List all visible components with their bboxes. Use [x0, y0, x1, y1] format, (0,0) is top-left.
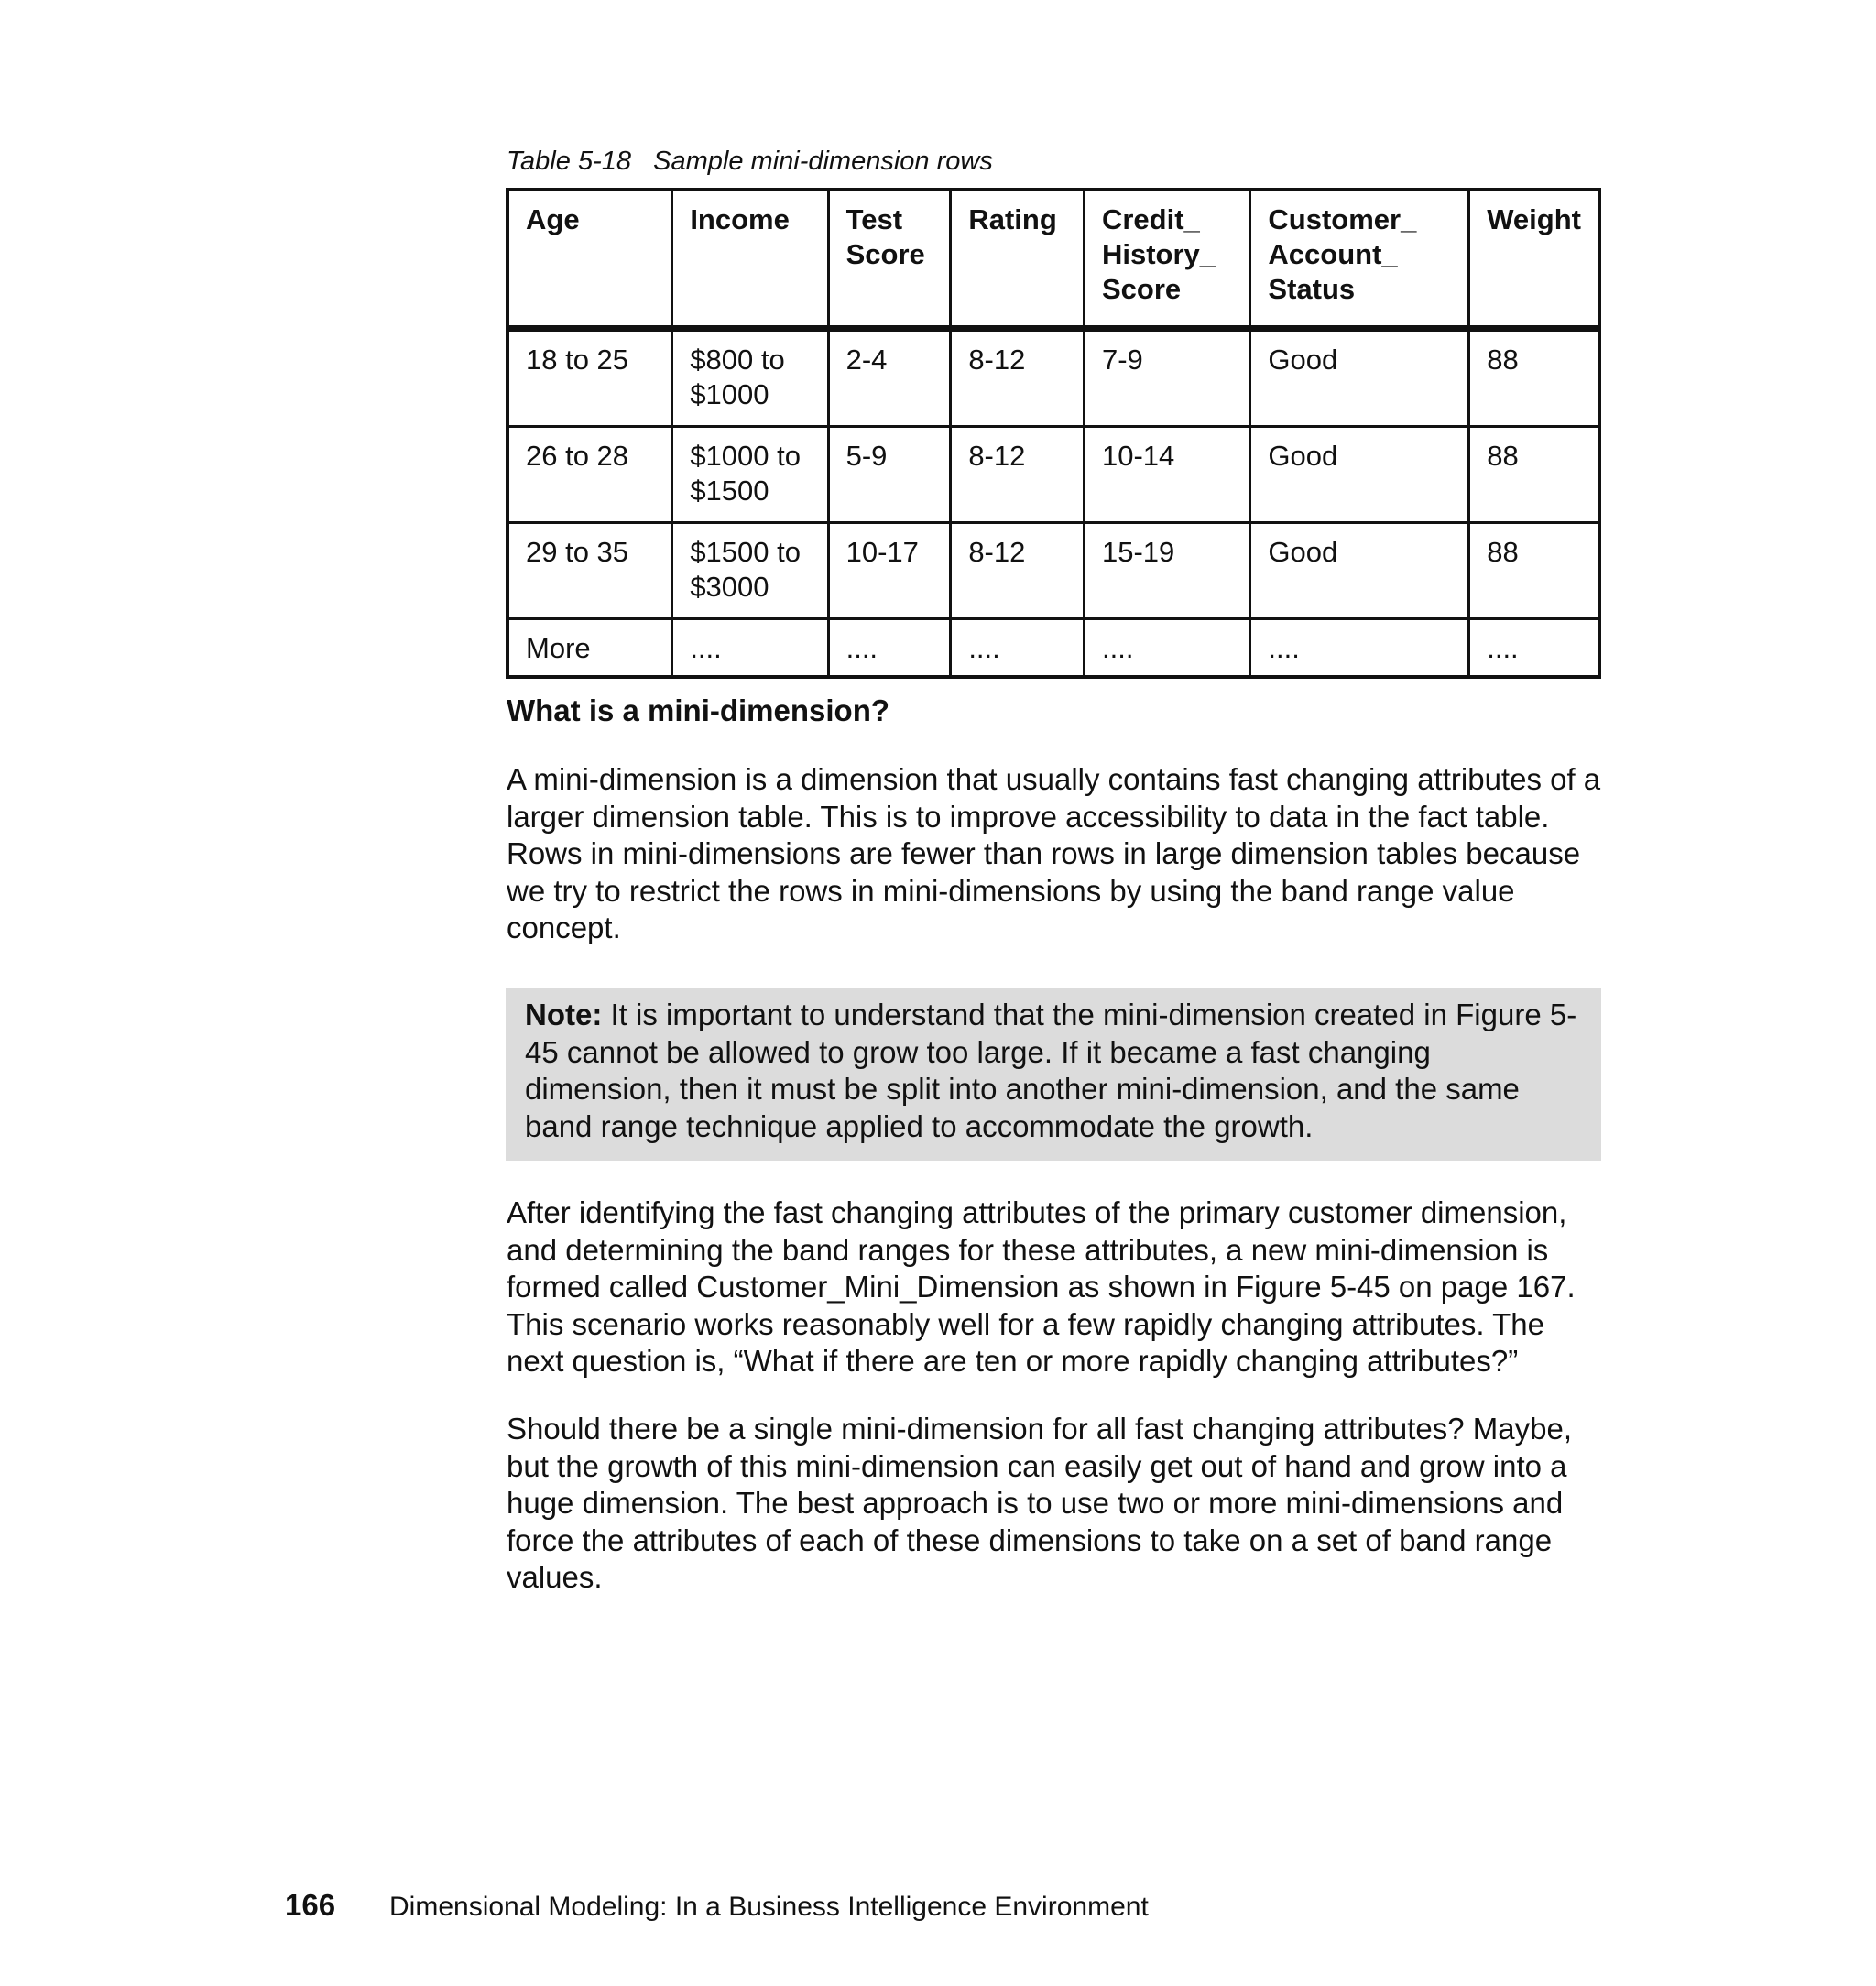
table-cell: Good	[1250, 427, 1469, 523]
column-header-test-score: Test Score	[828, 190, 951, 329]
table-cell: More	[507, 619, 672, 678]
table-cell: ....	[672, 619, 828, 678]
column-header-rating: Rating	[951, 190, 1085, 329]
table-cell: Good	[1250, 523, 1469, 619]
table-cell: 29 to 35	[507, 523, 672, 619]
table-cell: 8-12	[951, 329, 1085, 427]
table-cell: 2-4	[828, 329, 951, 427]
mini-dimension-table	[506, 188, 1601, 679]
table-cell: Good	[1250, 329, 1469, 427]
column-header-customer-account-status: Customer_ Account_ Status	[1250, 190, 1469, 329]
table-cell: ....	[1084, 619, 1249, 678]
body-paragraph-1: A mini-dimension is a dimension that usually contains fast changing attributes of a larger dimension table. This is to improve accessibility to data in the fact table. Rows in mini-dimensions are fewer than rows in large dimension tables because we try to restrict the rows in mini-dimensions by using the band range value concept.	[507, 762, 1601, 944]
table-cell: ....	[1250, 619, 1469, 678]
table-row	[507, 523, 1599, 619]
table-cell: 88	[1469, 523, 1599, 619]
table-caption: Table 5-18 Sample mini-dimension rows	[507, 147, 993, 176]
table-cell: 18 to 25	[507, 329, 672, 427]
table-cell: 15-19	[1084, 523, 1249, 619]
table-cell: 8-12	[951, 427, 1085, 523]
table-header-row	[507, 190, 1599, 329]
note-label: Note:	[525, 998, 603, 1031]
table-cell: ....	[1469, 619, 1599, 678]
body-paragraph-3: Should there be a single mini-dimension for all fast changing attributes? Maybe, but the growth of this mini-dimension can easily get out of hand and grow into a huge dimension. The best approach is to use two or more mini-dimensions and force the attributes of each of these dimensions to take on a set of band range values.	[507, 1412, 1572, 1594]
table-cell: 7-9	[1084, 329, 1249, 427]
column-header-age: Age	[507, 190, 672, 329]
note-box	[506, 988, 1601, 1161]
table-cell: 10-17	[828, 523, 951, 619]
note-paragraph	[525, 997, 1583, 1145]
table-row	[507, 329, 1599, 427]
column-header-weight: Weight	[1469, 190, 1599, 329]
table-row	[507, 619, 1599, 678]
section-heading: What is a mini-dimension?	[507, 693, 890, 727]
body-paragraph-2: After identifying the fast changing attributes of the primary customer dimension, and determining the band ranges for these attributes, a new mini-dimension is formed called Customer_Mini_Dimension as shown in Figure 5-45 on page 167. This scenario works reasonably well for a few rapidly changing attributes. The next question is, “What if there are ten or more rapidly changing attributes?”	[507, 1195, 1576, 1378]
column-header-credit-history-score: Credit_ History_ Score	[1084, 190, 1249, 329]
table-row	[507, 427, 1599, 523]
table-cell: ....	[951, 619, 1085, 678]
table-cell: 88	[1469, 329, 1599, 427]
page-number: 166	[285, 1888, 336, 1922]
table-cell: 10-14	[1084, 427, 1249, 523]
table-cell: $1500 to $3000	[672, 523, 828, 619]
table-cell: ....	[828, 619, 951, 678]
table-cell: 26 to 28	[507, 427, 672, 523]
column-header-income: Income	[672, 190, 828, 329]
running-footer-title: Dimensional Modeling: In a Business Intelligence Environment	[389, 1892, 1149, 1922]
table-cell: 8-12	[951, 523, 1085, 619]
table-cell: $800 to $1000	[672, 329, 828, 427]
table-cell: 5-9	[828, 427, 951, 523]
table-cell: 88	[1469, 427, 1599, 523]
note-text: It is important to understand that the mini-dimension created in Figure 5-45 cannot be allowed to grow too large. If it became a fast changing dimension, then it must be split into another mini-dimension, and the same band range technique applied to accommodate the growth.	[525, 998, 1577, 1143]
table-cell: $1000 to $1500	[672, 427, 828, 523]
